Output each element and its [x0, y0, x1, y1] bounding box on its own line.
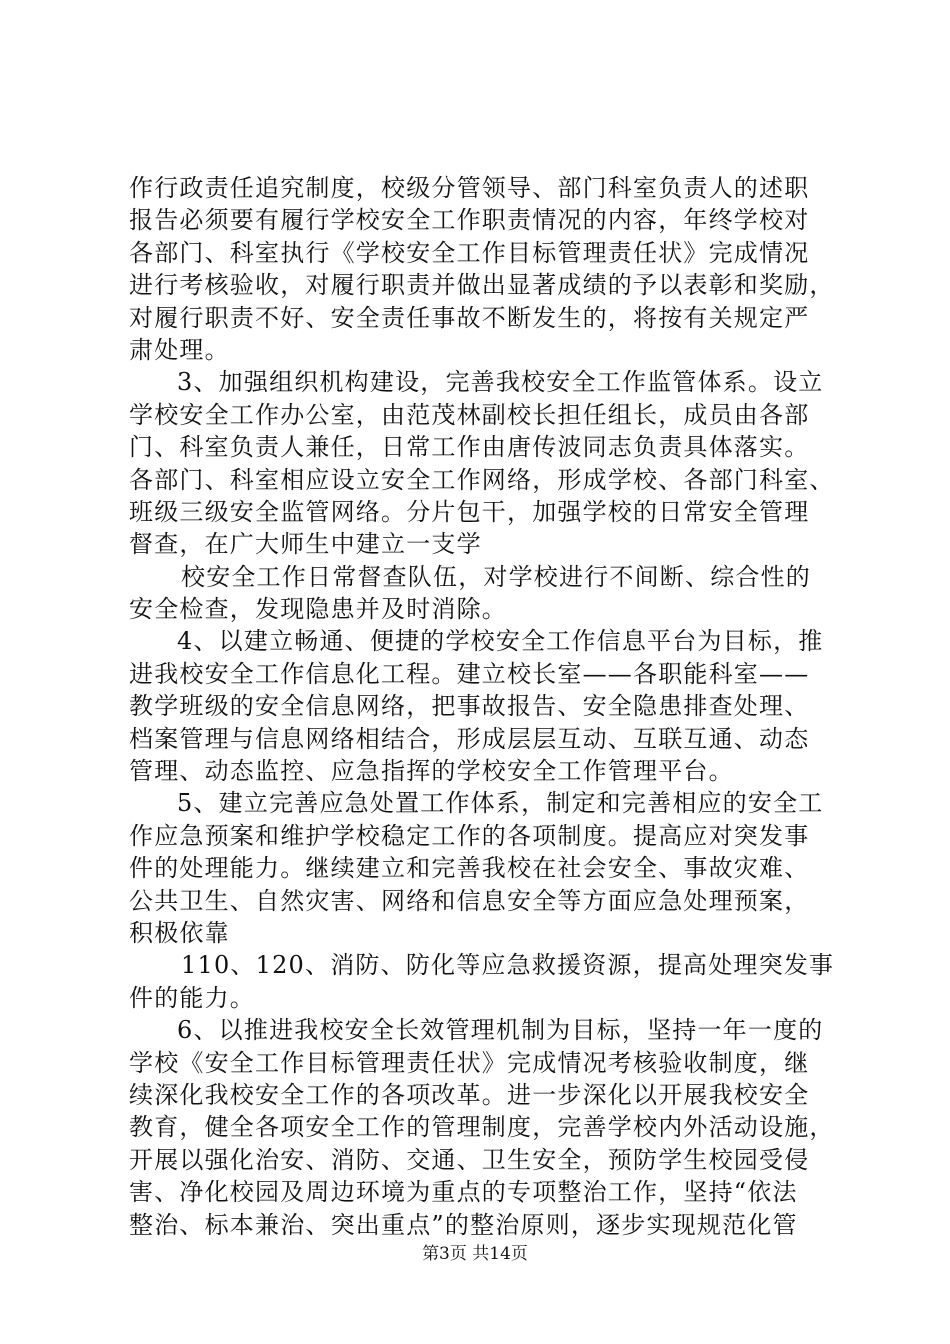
text-line: 3、加强组织机构建设，完善我校安全工作监管体系。设立 [177, 368, 824, 397]
text-line: 110、120、消防、防化等应急救援资源，提高处理突发事 [181, 951, 835, 980]
page-number-label: 第3页 共14页 [422, 1244, 528, 1264]
text-line: 6、以推进我校安全长效管理机制为目标，坚持一年一度的 [177, 1016, 824, 1045]
text-line: 进行考核验收，对履行职责并做出显著成绩的予以表彰和奖励， [129, 271, 835, 300]
text-line: 教学班级的安全信息网络，把事故报告、安全隐患排查处理、 [129, 692, 810, 721]
text-line: 学校《安全工作目标管理责任状》完成情况考核验收制度，继 [129, 1048, 810, 1077]
text-line: 对履行职责不好、安全责任事故不断发生的，将按有关规定严 [129, 303, 810, 332]
text-line: 门、科室负责人兼任，日常工作由唐传波同志负责具体落实。 [129, 433, 810, 462]
text-line: 4、以建立畅通、便捷的学校安全工作信息平台为目标，推 [177, 627, 824, 656]
text-line: 各部门、科室执行《学校安全工作目标管理责任状》完成情况 [129, 238, 810, 267]
text-line: 续深化我校安全工作的各项改革。进一步深化以开展我校安全 [129, 1080, 810, 1109]
text-line: 作应急预案和维护学校稳定工作的各项制度。提高应对突发事 [129, 821, 810, 850]
text-line: 公共卫生、自然灾害、网络和信息安全等方面应急处理预案， [129, 886, 810, 915]
text-line: 进我校安全工作信息化工程。建立校长室——各职能科室—— [129, 659, 810, 688]
text-line: 教育，健全各项安全工作的管理制度，完善学校内外活动设施， [129, 1113, 835, 1142]
text-line: 害、净化校园及周边环境为重点的专项整治工作，坚持“依法 [129, 1178, 798, 1207]
text-line: 件的能力。 [129, 983, 255, 1012]
text-line: 班级三级安全监管网络。分片包干，加强学校的日常安全管理 [129, 497, 810, 526]
text-line: 督查，在广大师生中建立一支学 [129, 530, 482, 559]
text-line: 各部门、科室相应设立安全工作网络，形成学校、各部门科室、 [129, 465, 835, 494]
text-line: 学校安全工作办公室，由范茂林副校长担任组长，成员由各部 [129, 400, 810, 429]
text-line: 校安全工作日常督查队伍，对学校进行不间断、综合性的 [181, 562, 811, 591]
body-text [129, 172, 839, 1241]
text-line: 报告必须要有履行学校安全工作职责情况的内容，年终学校对 [129, 206, 810, 235]
text-line: 档案管理与信息网络相结合，形成层层互动、互联互通、动态 [129, 724, 810, 753]
text-line: 整治、标本兼治、突出重点”的整治原则，逐步实现规范化管 [129, 1210, 798, 1239]
text-line: 肃处理。 [129, 335, 230, 364]
text-line: 5、建立完善应急处置工作体系，制定和完善相应的安全工 [177, 789, 824, 818]
text-line: 管理、动态监控、应急指挥的学校安全工作管理平台。 [129, 757, 734, 786]
text-line: 作行政责任追究制度，校级分管领导、部门科室负责人的述职 [129, 174, 810, 202]
text-line: 开展以强化治安、消防、交通、卫生安全，预防学生校园受侵 [129, 1145, 810, 1174]
page-footer [0, 1244, 950, 1264]
text-line: 安全检查，发现隐患并及时消除。 [129, 595, 507, 624]
text-line: 件的处理能力。继续建立和完善我校在社会安全、事故灾难、 [129, 854, 810, 883]
text-line: 积极依靠 [129, 918, 230, 947]
